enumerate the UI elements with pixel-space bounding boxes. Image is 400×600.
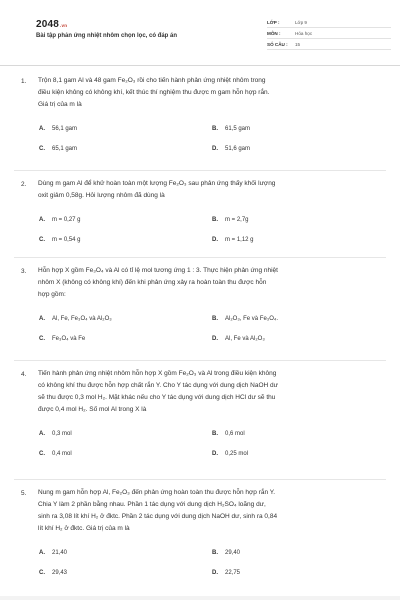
option-key: B. (212, 431, 218, 437)
question-text-line: có không khí thu được hỗn hợp chất rắn Y. Cho Y tác dụng với dung dịch NaOH dư (38, 382, 278, 389)
option-key: A. (39, 316, 45, 322)
question-number: 4. (21, 371, 27, 378)
page-title: Bài tập phản ứng nhiệt nhôm chọn lọc, có đáp án (36, 33, 178, 39)
option-text: 0,25 mol (225, 451, 249, 457)
question-separator (14, 479, 386, 480)
meta-value: 15 (295, 42, 301, 47)
option-key: C. (39, 336, 45, 342)
answer-option-a[interactable] (39, 126, 77, 132)
option-key: C. (39, 570, 45, 576)
option-key: A. (39, 217, 45, 223)
option-text: 22,75 (225, 570, 241, 576)
question-text-line: Dùng m gam Al để khử hoàn toàn một lượng Fe₂O₃ sau phản ứng thấy khối lượng (38, 180, 276, 187)
option-key: B. (212, 126, 218, 132)
question-number: 2. (21, 181, 27, 188)
question-number: 1. (21, 78, 27, 85)
answer-option-d[interactable] (212, 336, 265, 342)
option-key: B. (212, 316, 218, 322)
option-text: 0,3 mol (52, 431, 72, 437)
question-text-line: Hỗn hợp X gồm Fe₃O₄ và Al có tỉ lệ mol tương ứng 1 : 3. Thực hiện phản ứng nhiệt (38, 267, 278, 274)
question-text-line: Chia Y làm 2 phần bằng nhau. Phần 1 tác dụng với dung dịch H₂SO₄ loãng dư, (38, 501, 266, 508)
question-text-line: sinh ra 3,08 lít khí H₂ ở đktc. Phần 2 tác dụng với dung dịch NaOH dư, sinh ra 0,84 (38, 513, 278, 520)
question-text-line: Trộn 8,1 gam Al và 48 gam Fe₂O₃ rồi cho tiến hành phản ứng nhiệt nhôm trong (38, 77, 266, 84)
option-text: 29,43 (52, 570, 68, 576)
option-key: B. (212, 550, 218, 556)
logo-text: 2048 (36, 19, 60, 30)
header (14, 0, 386, 60)
option-text: 56,1 gam (52, 126, 78, 132)
answer-option-a[interactable] (39, 316, 112, 322)
answer-option-b[interactable] (212, 126, 250, 132)
option-text: 21,40 (52, 550, 68, 556)
option-text: m = 0,27 g (52, 217, 81, 223)
answer-option-a[interactable] (39, 431, 72, 437)
question-text-line: sẽ thu được 0,3 mol H₂. Mặt khác nếu cho Y tác dụng với dung dịch HCl dư sẽ thu (38, 394, 276, 401)
meta-key: LỚP : (267, 20, 280, 25)
option-key: C. (39, 146, 45, 152)
meta-table (267, 18, 391, 51)
question-number: 5. (21, 490, 27, 497)
header-divider (0, 65, 400, 66)
meta-value: Lớp 9 (295, 20, 307, 25)
option-text: 0,6 mol (225, 431, 245, 437)
question-text-line: Tiến hành phản ứng nhiệt nhôm hỗn hợp X gồm Fe₂O₃ và Al trong điều kiện không (38, 370, 277, 377)
option-text: Al, Fe, Fe₃O₄ và Al₂O₃ (52, 316, 112, 322)
option-key: A. (39, 431, 45, 437)
answer-option-d[interactable] (212, 237, 254, 243)
question-text-line: nhôm X (không có không khí) đến khi phản ứng xảy ra hoàn toàn thu được hỗn (38, 279, 267, 286)
option-key: D. (212, 451, 218, 457)
answer-option-c[interactable] (39, 336, 85, 342)
question-text-line: điều kiện không có không khí, kết thúc thí nghiệm thu được m gam hỗn hợp rắn. (38, 89, 270, 96)
option-key: D. (212, 237, 218, 243)
answer-option-b[interactable] (212, 431, 245, 437)
meta-key: MÔN : (267, 31, 281, 36)
page-bottom-strip (0, 596, 400, 600)
option-text: m = 1,12 g (225, 237, 254, 243)
answer-option-d[interactable] (212, 451, 248, 457)
answer-option-c[interactable] (39, 146, 77, 152)
option-text: Fe₃O₄ và Fe (52, 336, 86, 342)
answer-option-c[interactable] (39, 570, 67, 576)
question-text-line: Giá trị của m là (38, 101, 82, 108)
option-text: m = 2,7g (225, 217, 249, 223)
option-key: D. (212, 570, 218, 576)
meta-row-subject (267, 29, 391, 39)
question-number: 3. (21, 268, 27, 275)
option-key: A. (39, 550, 45, 556)
option-text: 51,6 gam (225, 146, 251, 152)
option-key: A. (39, 126, 45, 132)
option-key: B. (212, 217, 218, 223)
answer-option-d[interactable] (212, 146, 250, 152)
answer-option-b[interactable] (212, 217, 249, 223)
option-text: 61,5 gam (225, 126, 251, 132)
question-separator (14, 257, 386, 258)
meta-row-class (267, 18, 391, 28)
answer-option-d[interactable] (212, 570, 240, 576)
question-text-line: oxit giảm 0,58g. Hỏi lượng nhôm đã dùng là (38, 192, 165, 199)
meta-value: Hóa học (295, 31, 313, 36)
question-text-line: lít khí H₂ ở đktc. Giá trị của m là (38, 525, 130, 532)
answer-option-c[interactable] (39, 451, 72, 457)
option-key: C. (39, 237, 45, 243)
answer-option-b[interactable] (212, 316, 278, 322)
option-text: Al₂O₃, Fe và Fe₃O₄. (225, 316, 279, 322)
option-text: Al, Fe và Al₂O₃ (225, 336, 265, 342)
option-key: D. (212, 146, 218, 152)
answer-option-a[interactable] (39, 550, 67, 556)
question-text-line: hợp gồm: (38, 291, 66, 298)
question-text-line: Nung m gam hỗn hợp Al, Fe₂O₃ đến phản ứng hoàn toàn thu được hỗn hợp rắn Y. (38, 489, 276, 496)
answer-option-a[interactable] (39, 217, 81, 223)
option-text: m = 0,54 g (52, 237, 81, 243)
option-text: 0,4 mol (52, 451, 72, 457)
logo-suffix: .vn (60, 23, 68, 28)
option-key: D. (212, 336, 218, 342)
option-key: C. (39, 451, 45, 457)
site-logo[interactable] (36, 19, 67, 30)
question-separator (14, 170, 386, 171)
answer-option-b[interactable] (212, 550, 240, 556)
meta-key: SỐ CÂU : (267, 42, 288, 47)
option-text: 29,40 (225, 550, 241, 556)
answer-option-c[interactable] (39, 237, 81, 243)
question-text-line: được 0,4 mol H₂. Số mol Al trong X là (38, 406, 147, 413)
option-text: 65,1 gam (52, 146, 78, 152)
question-separator (14, 360, 386, 361)
meta-row-count (267, 40, 391, 50)
